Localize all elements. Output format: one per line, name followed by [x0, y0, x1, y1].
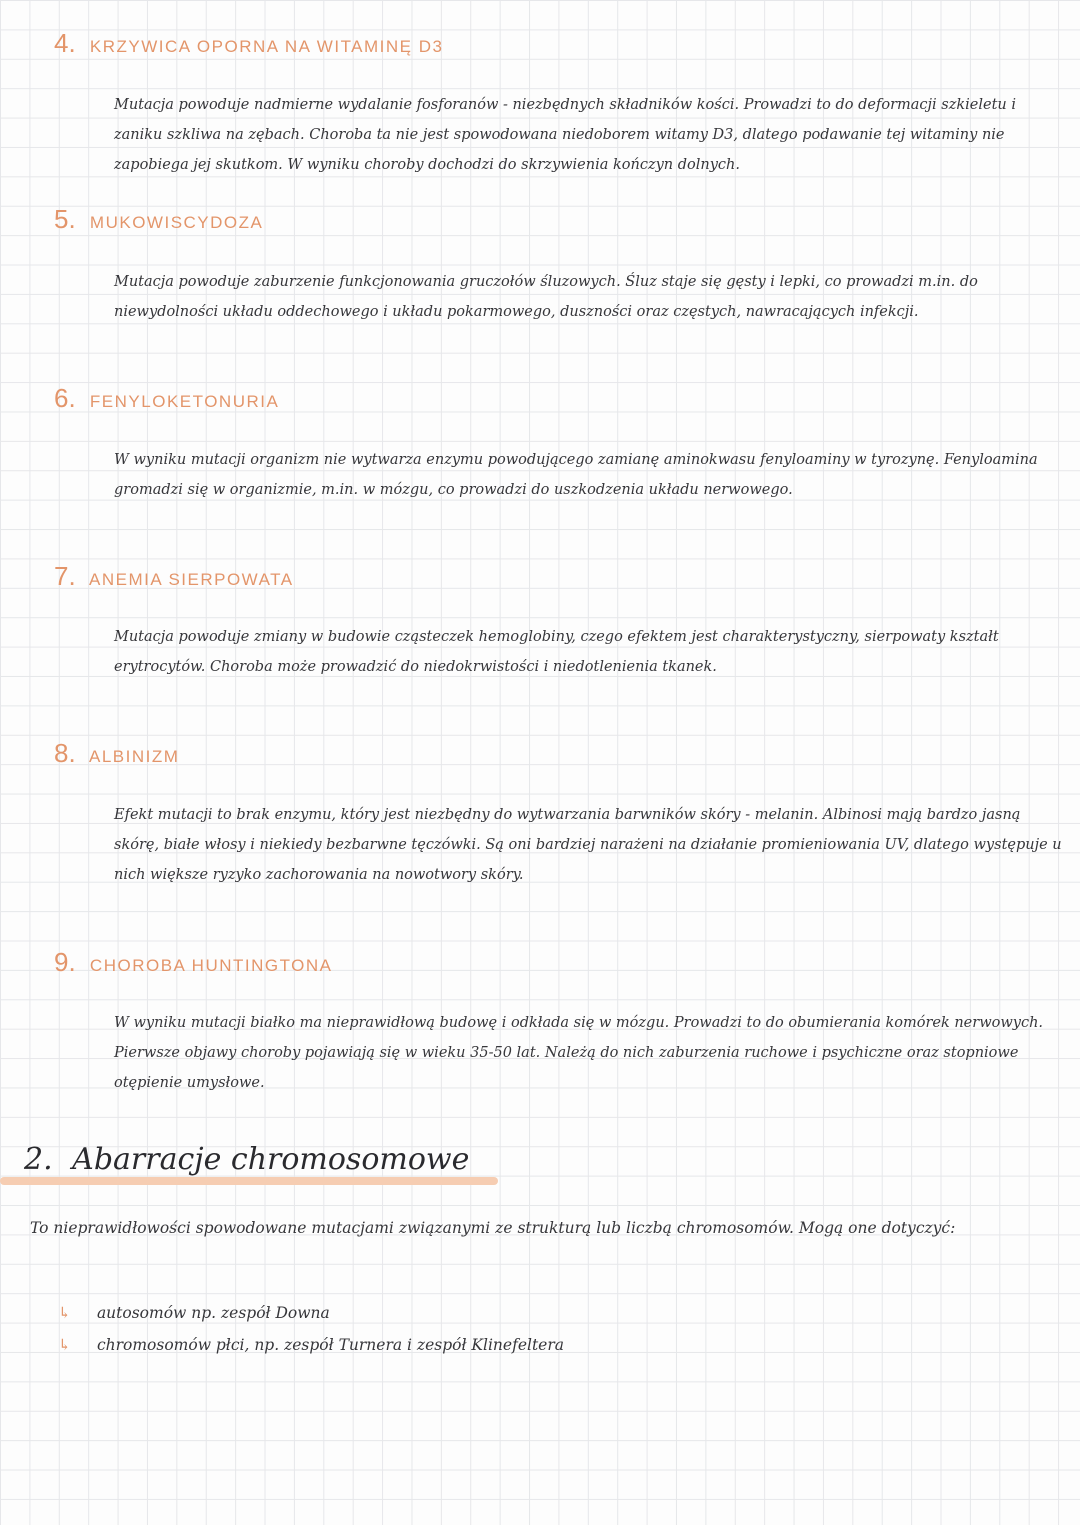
heading-7 [54, 561, 294, 592]
paragraph-9: W wyniku mutacji białko ma nieprawidłową budowę i odkłada się w mózgu. Prowadzi to do obumierania komórek nerwowych. Pierwsze objawy choroby pojawiają się w wieku 35-50 lat. Należą do nich zaburzenia ruchowe i psychiczne oraz stopniowe otępienie umysłowe. [114, 1015, 1044, 1091]
heading-title: MUKOWISCYDOZA [89, 213, 264, 232]
paragraph-4: Mutacja powoduje nadmierne wydalanie fosforanów - niezbędnych składników kości. Prowadzi to do deformacji szkieletu i zaniku szkliwa na zębach. Choroba ta nie jest spowodowana niedoborem witamy D3, dlatego podawanie tej witaminy nie zapobiega jej skutkom. W wyniku choroby dochodzi do skrzywienia kończyn dolnych. [114, 97, 1017, 173]
chapter-title-highlight [0, 1177, 498, 1185]
heading-5 [54, 204, 263, 235]
heading-title: CHOROBA HUNTINGTONA [89, 956, 333, 975]
heading-number: 7. [54, 561, 76, 591]
chapter-title [24, 1142, 469, 1177]
chapter-number: 2. [24, 1142, 53, 1177]
heading-9 [54, 947, 333, 978]
chapter-intro: To nieprawidłowości spowodowane mutacjami związanymi ze strukturą lub liczbą chromosomów. Mogą one dotyczyć: [30, 1219, 956, 1237]
arrow-icon: ↳ [58, 1336, 71, 1354]
heading-6 [54, 383, 279, 414]
heading-number: 5. [54, 204, 76, 234]
paragraph-7: Mutacja powoduje zmiany w budowie cząsteczek hemoglobiny, czego efektem jest charakterystyczny, sierpowaty kształt erytrocytów. Choroba może prowadzić do niedokrwistości i niedotlenienia tkanek. [114, 629, 999, 675]
heading-8 [54, 738, 179, 769]
heading-4 [54, 28, 443, 59]
paragraph-8: Efekt mutacji to brak enzymu, który jest niezbędny do wytwarzania barwników skóry - melanin. Albinosi mają bardzo jasną skórę, białe włosy i niekiedy bezbarwne tęczówki. Są oni bardziej narażeni na działanie promieniowania UV, dlatego występuje u nich większe ryzyko zachorowania na nowotwory skóry. [114, 807, 1062, 883]
heading-number: 8. [54, 738, 76, 768]
paragraph-6: W wyniku mutacji organizm nie wytwarza enzymu powodującego zamianę aminokwasu fenyloaminy w tyrozynę. Fenyloamina gromadzi się w organizmie, m.in. w mózgu, co prowadzi do uszkodzenia układu nerwowego. [114, 452, 1038, 498]
list-item-text: chromosomów płci, np. zespół Turnera i zespół Klinefeltera [96, 1336, 564, 1354]
list-item [58, 1304, 330, 1322]
arrow-icon: ↳ [58, 1304, 71, 1322]
heading-title: ANEMIA SIERPOWATA [88, 570, 294, 589]
heading-number: 9. [54, 947, 76, 977]
paragraph-5: Mutacja powoduje zaburzenie funkcjonowania gruczołów śluzowych. Śluz staje się gęsty i lepki, co prowadzi m.in. do niewydolności układu oddechowego i układu pokarmowego, duszności oraz częstych, nawracających infekcji. [114, 274, 978, 320]
heading-number: 4. [54, 28, 76, 58]
chapter-title-text: Abarracje chromosomowe [72, 1142, 470, 1177]
heading-number: 6. [54, 383, 76, 413]
heading-title: ALBINIZM [88, 747, 180, 766]
heading-title: FENYLOKETONURIA [89, 392, 280, 411]
heading-title: KRZYWICA OPORNA NA WITAMINĘ D3 [89, 37, 444, 56]
list-item [58, 1336, 564, 1354]
list-item-text: autosomów np. zespół Downa [96, 1304, 330, 1322]
